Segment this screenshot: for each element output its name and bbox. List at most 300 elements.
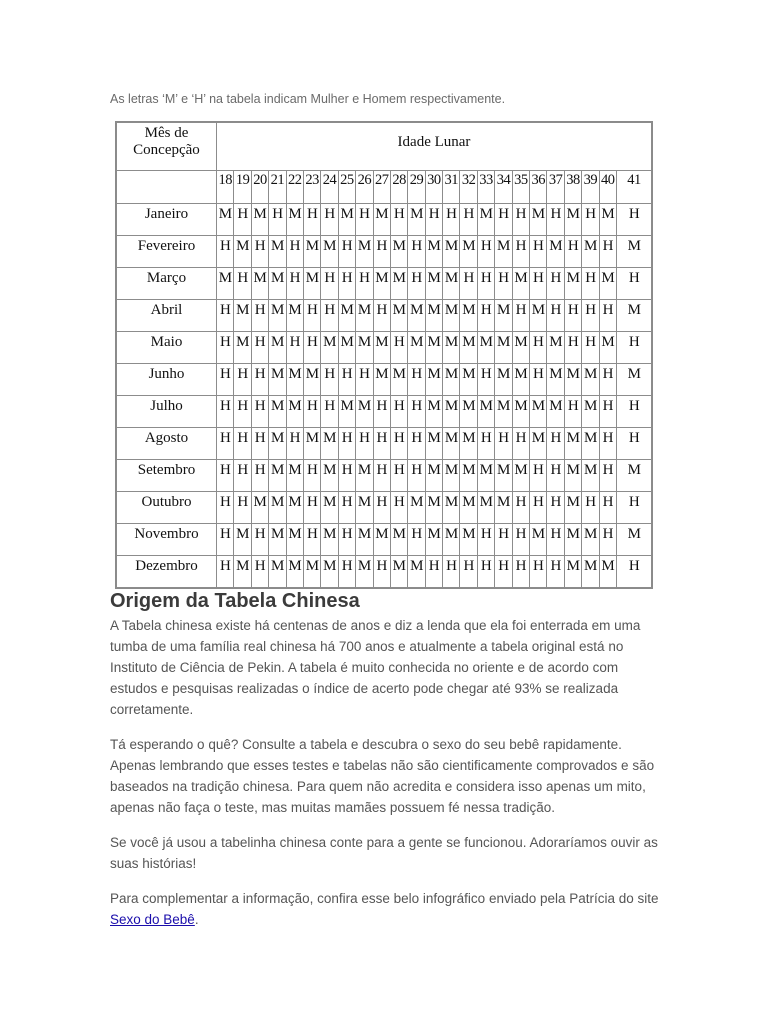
value-cell: M bbox=[547, 396, 564, 428]
value-cell: H bbox=[477, 268, 494, 300]
value-cell: M bbox=[303, 236, 320, 268]
value-cell: M bbox=[390, 524, 407, 556]
paragraph-share: Se você já usou a tabelinha chinesa conte para a gente se funcionou. Adoraríamos ouvir as suas histórias! bbox=[110, 835, 658, 871]
age-cell-20: 20 bbox=[251, 171, 268, 204]
value-cell: M bbox=[217, 204, 234, 236]
value-cell: H bbox=[217, 492, 234, 524]
value-cell: M bbox=[443, 300, 460, 332]
value-cell: H bbox=[460, 204, 477, 236]
value-cell: M bbox=[495, 492, 512, 524]
value-cell: H bbox=[251, 236, 268, 268]
chinese-gender-table bbox=[116, 122, 652, 588]
value-cell: H bbox=[582, 204, 599, 236]
value-cell: M bbox=[425, 332, 442, 364]
value-cell: M bbox=[373, 204, 390, 236]
value-cell: H bbox=[251, 364, 268, 396]
value-cell: M bbox=[408, 332, 425, 364]
value-cell: H bbox=[460, 268, 477, 300]
value-cell: H bbox=[582, 332, 599, 364]
value-cell: H bbox=[390, 492, 407, 524]
value-cell: M bbox=[460, 460, 477, 492]
value-cell: H bbox=[547, 204, 564, 236]
value-cell: H bbox=[338, 428, 355, 460]
value-cell: H bbox=[599, 396, 616, 428]
table-row bbox=[117, 236, 652, 268]
value-cell: M bbox=[373, 524, 390, 556]
value-cell: M bbox=[582, 524, 599, 556]
value-cell: M bbox=[286, 524, 303, 556]
value-cell: M bbox=[356, 556, 373, 588]
value-cell: H bbox=[303, 492, 320, 524]
value-cell: H bbox=[477, 300, 494, 332]
value-cell: H bbox=[321, 300, 338, 332]
table-row bbox=[117, 492, 652, 524]
value-cell: H bbox=[547, 556, 564, 588]
value-cell: H bbox=[512, 204, 529, 236]
value-cell: H bbox=[512, 236, 529, 268]
value-cell: M bbox=[303, 364, 320, 396]
age-cell-30: 30 bbox=[425, 171, 442, 204]
value-cell: H bbox=[443, 204, 460, 236]
value-cell: M bbox=[234, 524, 251, 556]
value-cell: M bbox=[616, 364, 651, 396]
value-cell: H bbox=[547, 428, 564, 460]
month-cell: Junho bbox=[117, 364, 217, 396]
age-number-row bbox=[117, 171, 652, 204]
value-cell: M bbox=[582, 428, 599, 460]
table-row bbox=[117, 524, 652, 556]
value-cell: M bbox=[564, 428, 581, 460]
value-cell: M bbox=[460, 300, 477, 332]
value-cell: H bbox=[303, 396, 320, 428]
value-cell: H bbox=[616, 492, 651, 524]
value-cell: H bbox=[530, 332, 547, 364]
value-cell: H bbox=[217, 364, 234, 396]
value-cell: M bbox=[338, 396, 355, 428]
value-cell: M bbox=[512, 364, 529, 396]
sexo-do-bebe-link[interactable]: Sexo do Bebê bbox=[110, 912, 195, 927]
value-cell: H bbox=[234, 364, 251, 396]
value-cell: M bbox=[460, 492, 477, 524]
value-cell: H bbox=[547, 300, 564, 332]
value-cell: H bbox=[338, 556, 355, 588]
value-cell: H bbox=[269, 204, 286, 236]
age-cell-39: 39 bbox=[582, 171, 599, 204]
month-cell: Março bbox=[117, 268, 217, 300]
month-cell: Novembro bbox=[117, 524, 217, 556]
age-cell-33: 33 bbox=[477, 171, 494, 204]
value-cell: H bbox=[408, 364, 425, 396]
value-cell: H bbox=[599, 300, 616, 332]
table-row bbox=[117, 268, 652, 300]
value-cell: M bbox=[495, 236, 512, 268]
value-cell: M bbox=[338, 332, 355, 364]
age-cell-26: 26 bbox=[356, 171, 373, 204]
value-cell: M bbox=[564, 268, 581, 300]
value-cell: M bbox=[495, 332, 512, 364]
value-cell: M bbox=[303, 428, 320, 460]
value-cell: M bbox=[460, 364, 477, 396]
value-cell: H bbox=[530, 268, 547, 300]
month-cell: Outubro bbox=[117, 492, 217, 524]
value-cell: H bbox=[251, 460, 268, 492]
age-cell-29: 29 bbox=[408, 171, 425, 204]
age-cell-27: 27 bbox=[373, 171, 390, 204]
value-cell: H bbox=[616, 428, 651, 460]
value-cell: H bbox=[303, 524, 320, 556]
value-cell: M bbox=[443, 332, 460, 364]
value-cell: M bbox=[530, 524, 547, 556]
value-cell: M bbox=[512, 332, 529, 364]
value-cell: M bbox=[616, 236, 651, 268]
value-cell: H bbox=[234, 268, 251, 300]
value-cell: H bbox=[338, 460, 355, 492]
value-cell: H bbox=[251, 524, 268, 556]
table-row bbox=[117, 204, 652, 236]
value-cell: M bbox=[286, 396, 303, 428]
value-cell: H bbox=[251, 556, 268, 588]
value-cell: H bbox=[356, 364, 373, 396]
value-cell: H bbox=[408, 460, 425, 492]
value-cell: H bbox=[477, 364, 494, 396]
value-cell: M bbox=[321, 428, 338, 460]
value-cell: M bbox=[269, 236, 286, 268]
table-row bbox=[117, 396, 652, 428]
value-cell: H bbox=[616, 556, 651, 588]
value-cell: H bbox=[512, 428, 529, 460]
value-cell: M bbox=[269, 428, 286, 460]
value-cell: M bbox=[443, 524, 460, 556]
value-cell: H bbox=[512, 492, 529, 524]
value-cell: M bbox=[443, 428, 460, 460]
value-cell: M bbox=[443, 492, 460, 524]
value-cell: M bbox=[321, 556, 338, 588]
value-cell: M bbox=[269, 524, 286, 556]
value-cell: M bbox=[460, 396, 477, 428]
value-cell: M bbox=[286, 460, 303, 492]
value-cell: H bbox=[338, 492, 355, 524]
value-cell: H bbox=[234, 492, 251, 524]
value-cell: M bbox=[425, 428, 442, 460]
section-heading: Origem da Tabela Chinesa bbox=[110, 590, 360, 612]
value-cell: M bbox=[547, 332, 564, 364]
age-cell-35: 35 bbox=[512, 171, 529, 204]
age-cell-31: 31 bbox=[443, 171, 460, 204]
value-cell: H bbox=[599, 236, 616, 268]
value-cell: H bbox=[217, 428, 234, 460]
value-cell: M bbox=[425, 492, 442, 524]
value-cell: M bbox=[251, 204, 268, 236]
value-cell: M bbox=[269, 268, 286, 300]
value-cell: H bbox=[390, 396, 407, 428]
age-cell-34: 34 bbox=[495, 171, 512, 204]
age-cell-40: 40 bbox=[599, 171, 616, 204]
table-body bbox=[117, 204, 652, 588]
value-cell: M bbox=[356, 492, 373, 524]
value-cell: M bbox=[269, 556, 286, 588]
value-cell: M bbox=[564, 524, 581, 556]
paragraph-infographic bbox=[110, 888, 662, 930]
value-cell: M bbox=[564, 364, 581, 396]
value-cell: M bbox=[373, 268, 390, 300]
value-cell: H bbox=[547, 460, 564, 492]
value-cell: H bbox=[321, 204, 338, 236]
value-cell: M bbox=[530, 428, 547, 460]
value-cell: M bbox=[616, 524, 651, 556]
age-cell-19: 19 bbox=[234, 171, 251, 204]
value-cell: H bbox=[373, 300, 390, 332]
value-cell: H bbox=[616, 396, 651, 428]
value-cell: H bbox=[512, 556, 529, 588]
value-cell: H bbox=[547, 492, 564, 524]
value-cell: M bbox=[390, 364, 407, 396]
value-cell: M bbox=[425, 460, 442, 492]
value-cell: M bbox=[443, 460, 460, 492]
value-cell: H bbox=[408, 236, 425, 268]
age-cell-28: 28 bbox=[390, 171, 407, 204]
value-cell: H bbox=[217, 460, 234, 492]
value-cell: H bbox=[217, 396, 234, 428]
table-legend-note: As letras ‘M’ e ‘H’ na tabela indicam Mulher e Homem respectivamente. bbox=[110, 92, 506, 106]
paragraph-consult: Tá esperando o quê? Consulte a tabela e descubra o sexo do seu bebê rapidamente. Apenas lembrando que esses testes e tabelas não são cientificamente comprovados e são baseados na tradição chinesa. Para quem não acredita e considera isso apenas um mito, apenas não faça o teste, mas muitas mamães possuem fé nessa tradição. bbox=[110, 737, 655, 815]
value-cell: H bbox=[425, 204, 442, 236]
value-cell: H bbox=[390, 332, 407, 364]
value-cell: M bbox=[321, 492, 338, 524]
value-cell: H bbox=[321, 268, 338, 300]
value-cell: M bbox=[460, 428, 477, 460]
value-cell: M bbox=[286, 364, 303, 396]
value-cell: M bbox=[495, 460, 512, 492]
value-cell: M bbox=[356, 524, 373, 556]
value-cell: M bbox=[599, 332, 616, 364]
value-cell: M bbox=[564, 556, 581, 588]
value-cell: H bbox=[599, 428, 616, 460]
month-column-header: Mês de Concepção bbox=[117, 123, 217, 171]
value-cell: M bbox=[460, 236, 477, 268]
value-cell: M bbox=[269, 492, 286, 524]
value-cell: M bbox=[303, 556, 320, 588]
value-cell: H bbox=[390, 460, 407, 492]
value-cell: H bbox=[616, 332, 651, 364]
value-cell: M bbox=[460, 524, 477, 556]
value-cell: M bbox=[356, 396, 373, 428]
lunar-age-header: Idade Lunar bbox=[217, 123, 652, 171]
value-cell: M bbox=[356, 332, 373, 364]
value-cell: H bbox=[251, 300, 268, 332]
value-cell: M bbox=[443, 236, 460, 268]
value-cell: M bbox=[564, 460, 581, 492]
value-cell: H bbox=[582, 300, 599, 332]
value-cell: M bbox=[530, 300, 547, 332]
value-cell: H bbox=[251, 428, 268, 460]
value-cell: M bbox=[251, 268, 268, 300]
value-cell: H bbox=[338, 364, 355, 396]
value-cell: M bbox=[408, 492, 425, 524]
value-cell: M bbox=[408, 204, 425, 236]
value-cell: H bbox=[582, 268, 599, 300]
value-cell: H bbox=[599, 524, 616, 556]
age-cell-23: 23 bbox=[303, 171, 320, 204]
value-cell: H bbox=[564, 236, 581, 268]
value-cell: H bbox=[286, 428, 303, 460]
value-cell: M bbox=[425, 364, 442, 396]
value-cell: H bbox=[530, 236, 547, 268]
age-cell-32: 32 bbox=[460, 171, 477, 204]
value-cell: M bbox=[477, 460, 494, 492]
value-cell: H bbox=[373, 556, 390, 588]
value-cell: H bbox=[303, 204, 320, 236]
table-row bbox=[117, 300, 652, 332]
value-cell: H bbox=[599, 492, 616, 524]
value-cell: M bbox=[321, 332, 338, 364]
value-cell: H bbox=[356, 268, 373, 300]
value-cell: H bbox=[616, 204, 651, 236]
value-cell: H bbox=[321, 396, 338, 428]
value-cell: M bbox=[338, 204, 355, 236]
value-cell: M bbox=[269, 332, 286, 364]
value-cell: M bbox=[425, 236, 442, 268]
value-cell: M bbox=[495, 300, 512, 332]
value-cell: H bbox=[373, 460, 390, 492]
value-cell: M bbox=[338, 300, 355, 332]
value-cell: H bbox=[338, 268, 355, 300]
value-cell: M bbox=[616, 460, 651, 492]
value-cell: M bbox=[356, 236, 373, 268]
value-cell: H bbox=[599, 364, 616, 396]
value-cell: H bbox=[408, 268, 425, 300]
value-cell: M bbox=[443, 396, 460, 428]
value-cell: H bbox=[217, 236, 234, 268]
value-cell: M bbox=[321, 524, 338, 556]
value-cell: M bbox=[477, 332, 494, 364]
value-cell: H bbox=[234, 204, 251, 236]
value-cell: M bbox=[582, 556, 599, 588]
value-cell: M bbox=[251, 492, 268, 524]
value-cell: M bbox=[390, 300, 407, 332]
value-cell: M bbox=[286, 556, 303, 588]
value-cell: H bbox=[408, 524, 425, 556]
value-cell: M bbox=[530, 396, 547, 428]
value-cell: H bbox=[425, 556, 442, 588]
month-cell: Janeiro bbox=[117, 204, 217, 236]
value-cell: H bbox=[373, 236, 390, 268]
value-cell: M bbox=[373, 364, 390, 396]
value-cell: M bbox=[390, 268, 407, 300]
value-cell: H bbox=[530, 460, 547, 492]
month-cell: Abril bbox=[117, 300, 217, 332]
value-cell: M bbox=[234, 300, 251, 332]
value-cell: M bbox=[599, 204, 616, 236]
value-cell: H bbox=[530, 364, 547, 396]
value-cell: M bbox=[321, 236, 338, 268]
age-cell-22: 22 bbox=[286, 171, 303, 204]
value-cell: H bbox=[286, 236, 303, 268]
value-cell: H bbox=[495, 204, 512, 236]
value-cell: H bbox=[251, 332, 268, 364]
value-cell: M bbox=[217, 268, 234, 300]
value-cell: M bbox=[269, 300, 286, 332]
value-cell: M bbox=[547, 236, 564, 268]
table-row bbox=[117, 332, 652, 364]
month-cell: Julho bbox=[117, 396, 217, 428]
article-body bbox=[110, 615, 662, 944]
age-cell-38: 38 bbox=[564, 171, 581, 204]
value-cell: M bbox=[425, 268, 442, 300]
value-cell: M bbox=[425, 396, 442, 428]
value-cell: M bbox=[477, 396, 494, 428]
value-cell: M bbox=[356, 460, 373, 492]
value-cell: H bbox=[303, 332, 320, 364]
value-cell: H bbox=[338, 524, 355, 556]
value-cell: M bbox=[408, 300, 425, 332]
value-cell: H bbox=[217, 300, 234, 332]
value-cell: H bbox=[234, 396, 251, 428]
age-cell-18: 18 bbox=[217, 171, 234, 204]
value-cell: M bbox=[616, 300, 651, 332]
value-cell: H bbox=[599, 460, 616, 492]
value-cell: M bbox=[564, 492, 581, 524]
value-cell: M bbox=[286, 300, 303, 332]
value-cell: H bbox=[564, 396, 581, 428]
value-cell: M bbox=[547, 364, 564, 396]
value-cell: H bbox=[217, 524, 234, 556]
value-cell: M bbox=[425, 300, 442, 332]
value-cell: H bbox=[408, 428, 425, 460]
month-cell: Agosto bbox=[117, 428, 217, 460]
value-cell: H bbox=[373, 396, 390, 428]
value-cell: H bbox=[234, 428, 251, 460]
age-cell-25: 25 bbox=[338, 171, 355, 204]
value-cell: M bbox=[286, 204, 303, 236]
month-cell: Setembro bbox=[117, 460, 217, 492]
value-cell: M bbox=[512, 460, 529, 492]
value-cell: H bbox=[460, 556, 477, 588]
value-cell: M bbox=[286, 492, 303, 524]
paragraph-origin: A Tabela chinesa existe há centenas de anos e diz a lenda que ela foi enterrada em uma tumba de uma família real chinesa há 700 anos e atualmente a tabela original está no Instituto de Ciência de Pekin. A tabela é muito conhecida no oriente e de acordo com estudos e pesquisas realizadas o índice de acerto pode chegar até 93% se realizada corretamente. bbox=[110, 618, 641, 717]
value-cell: M bbox=[564, 204, 581, 236]
value-cell: H bbox=[477, 236, 494, 268]
value-cell: H bbox=[547, 524, 564, 556]
value-cell: H bbox=[530, 556, 547, 588]
value-cell: M bbox=[512, 268, 529, 300]
value-cell: M bbox=[477, 204, 494, 236]
value-cell: M bbox=[234, 236, 251, 268]
value-cell: M bbox=[234, 332, 251, 364]
value-cell: M bbox=[460, 332, 477, 364]
table-row bbox=[117, 428, 652, 460]
table-row bbox=[117, 460, 652, 492]
table-row bbox=[117, 364, 652, 396]
value-cell: H bbox=[321, 364, 338, 396]
value-cell: M bbox=[356, 300, 373, 332]
value-cell: H bbox=[338, 236, 355, 268]
value-cell: H bbox=[495, 428, 512, 460]
month-cell: Maio bbox=[117, 332, 217, 364]
value-cell: H bbox=[512, 524, 529, 556]
table-row bbox=[117, 556, 652, 588]
value-cell: H bbox=[217, 556, 234, 588]
value-cell: H bbox=[530, 492, 547, 524]
value-cell: M bbox=[495, 364, 512, 396]
value-cell: H bbox=[373, 428, 390, 460]
value-cell: M bbox=[512, 396, 529, 428]
value-cell: M bbox=[582, 236, 599, 268]
value-cell: H bbox=[303, 460, 320, 492]
header-row bbox=[117, 123, 652, 171]
value-cell: M bbox=[408, 556, 425, 588]
value-cell: M bbox=[234, 556, 251, 588]
value-cell: H bbox=[582, 492, 599, 524]
